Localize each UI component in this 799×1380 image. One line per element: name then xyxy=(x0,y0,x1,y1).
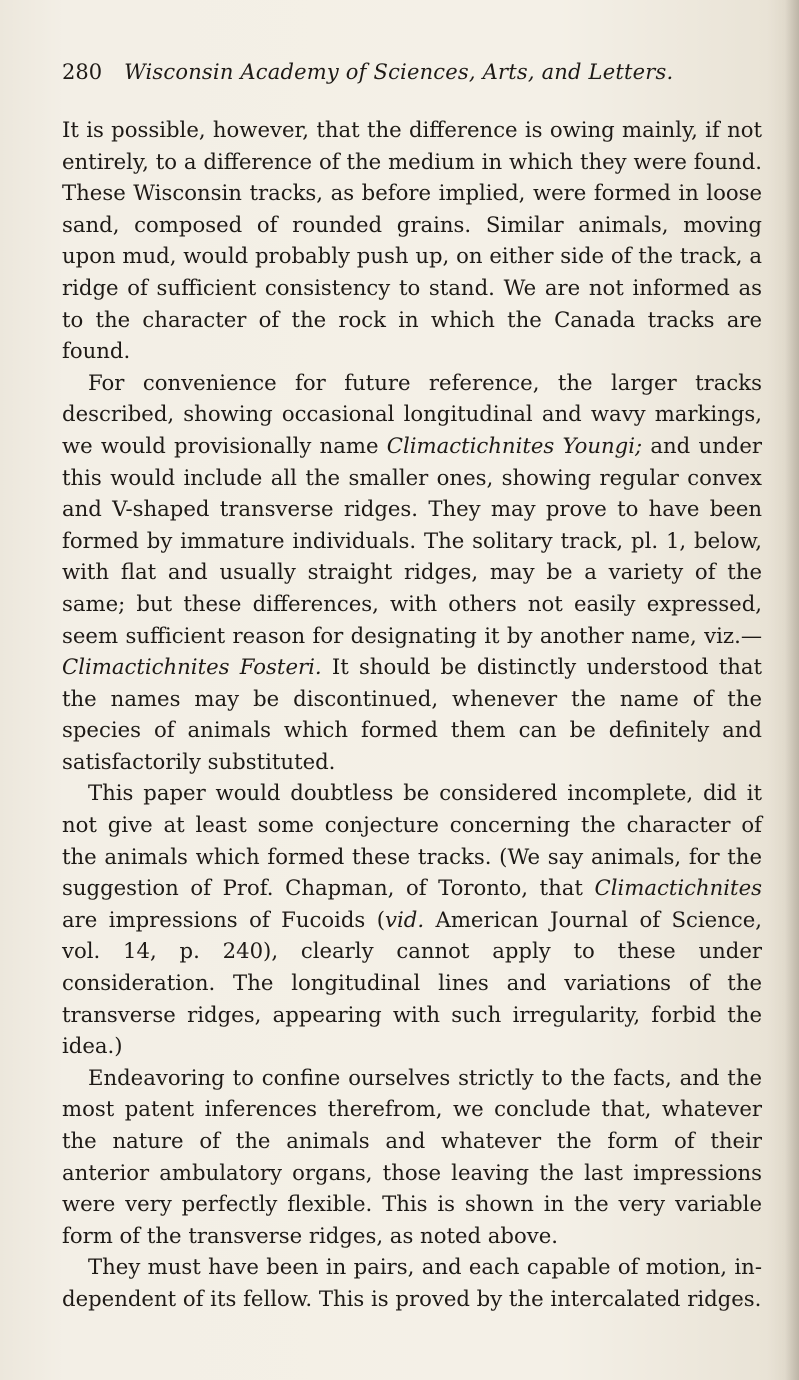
vid-abbrev: vid. xyxy=(385,906,425,932)
paragraph-2-text-a: For convenience for future reference, the larger tracks described, showing occasional longitudinal and wavy markings, we would provisionally name xyxy=(62,369,762,458)
species-name-youngi: Climactichnites Youngi; xyxy=(386,432,643,458)
paragraph-2-text-b: and under this would include all the smaller ones, showing regular convex and V-shaped transverse ridges. They may prove to have been formed by immature individuals. The solitary track, pl. 1, below, with flat and usually straight ridges, may be a variety of the same; but these differences, with others not easily expressed, seem sufficient reason for designating it by another name, viz.— xyxy=(62,432,762,648)
paragraph-3-text-b: are impressions of Fucoids ( xyxy=(62,906,386,932)
paragraph-3-text-a: This paper would doubtless be considered incomplete, did it not give at least some conjecture concerning the character of the animals which formed these tracks. (We say animals, for the suggestion of Prof. Chapman, of Toronto, that xyxy=(62,780,762,901)
body-text xyxy=(62,114,762,1315)
paragraph-3 xyxy=(62,777,762,1061)
paragraph-4-text: Endeavoring to confine ourselves strictly to the facts, and the most patent inferences therefrom, we conclude that, whatever the nature of the animals and whatever the form of their anterior ambulatory organs, those leaving the last impressions were very perfectly flexible. This is shown in the very variable form of the transverse ridges, as noted above. xyxy=(62,1064,762,1248)
genus-name: Climactichnites xyxy=(594,875,762,901)
paragraph-5 xyxy=(62,1251,762,1314)
paragraph-3-text-c: American Journal of Science, vol. 14, p. 240), clearly cannot apply to these under consideration. The longitudinal lines and variations of the transverse ridges, appearing with such irregularity, forbid the idea.) xyxy=(62,906,762,1059)
page-number: 280 xyxy=(62,60,103,84)
species-name-fosteri: Climactichnites Fosteri. xyxy=(62,654,322,680)
paragraph-5-text: They must have been in pairs, and each capable of motion, independent of its fellow. This is proved by the intercalated ridges. xyxy=(62,1254,762,1311)
running-title: Wisconsin Academy of Sciences, Arts, and Letters. xyxy=(124,60,674,84)
paragraph-1 xyxy=(62,114,762,367)
paragraph-4 xyxy=(62,1062,762,1252)
paragraph-1-text: It is possible, however, that the difference is owing mainly, if not entirely, to a difference of the medium in which they were found. These Wisconsin tracks, as before implied, were formed in loose sand, composed of rounded grains. Similar animals, moving upon mud, would probably push up, on either side of the track, a ridge of sufficient consistency to stand. We are not informed as to the character of the rock in which the Canada tracks are found. xyxy=(62,117,762,364)
page-edge-shadow xyxy=(785,0,799,1380)
paragraph-2 xyxy=(62,367,762,778)
paragraph-2-text-c: It should be distinctly understood that the names may be discontinued, whenever the name of the species of animals which formed them can be definitely and satisfactorily substituted. xyxy=(62,654,763,774)
running-header xyxy=(62,56,702,88)
